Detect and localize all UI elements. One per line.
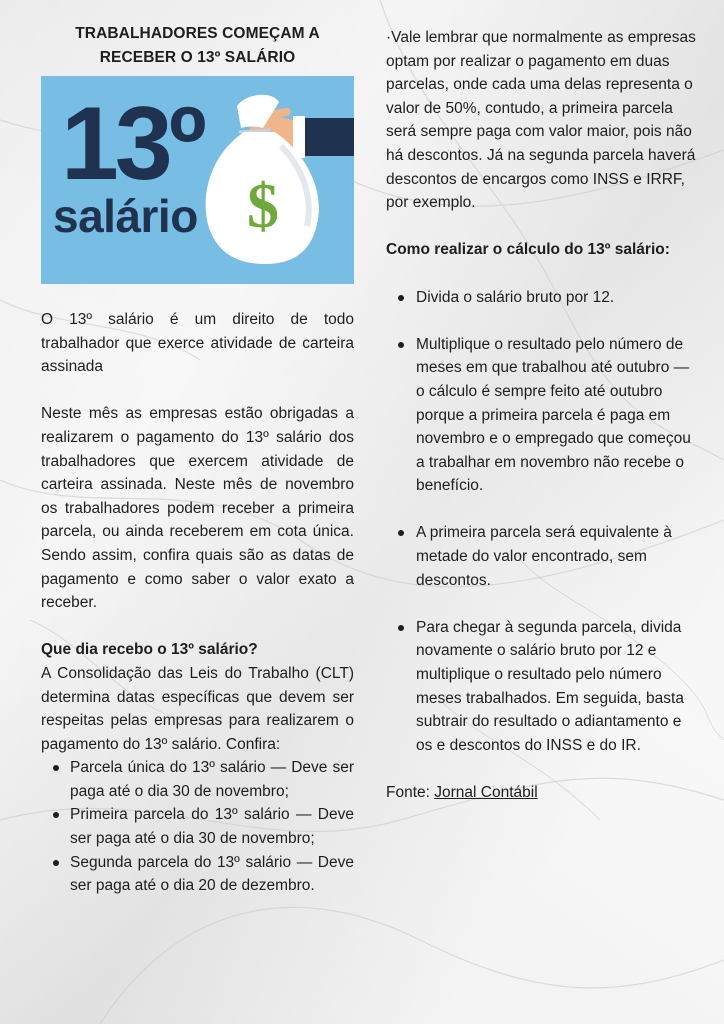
list-item: A primeira parcela será equivalente à metade do valor encontrado, sem descontos. <box>416 521 699 592</box>
payment-dates-list <box>41 756 354 898</box>
source-link[interactable]: Jornal Contábil <box>434 784 538 801</box>
list-item: Para chegar à segunda parcela, divida novamente o salário bruto por 12 e multiplique o resultado pelo número meses trabalhados. Em seguida, basta subtrair do resultado o adiantamento e os e descontos do INSS e do IR. <box>416 616 699 758</box>
list-item: Divida o salário bruto por 12. <box>416 286 699 310</box>
money-bag-hand-icon <box>41 76 354 284</box>
intro-paragraph: O 13º salário é um direito de todo trabalhador que exerce atividade de carteira assinada <box>41 311 354 376</box>
clt-paragraph: A Consolidação das Leis do Trabalho (CLT) determina datas específicas que devem ser respeitas pelas empresas para realizarem o pagamento do 13º salário. Confira: <box>41 664 354 753</box>
list-item: Parcela única do 13º salário — Deve ser paga até o dia 30 de novembro; <box>70 756 354 803</box>
context-paragraph: Neste mês as empresas estão obrigadas a realizarem o pagamento do 13º salário dos trabalhadores que exercem atividade de carteira assinada. Neste mês de novembro os trabalhadores podem receber a primeira parcela, ou ainda receberem em cota única. Sendo assim, confira quais são as datas de pagamento e como saber o valor exato a receber. <box>41 405 354 612</box>
banner-word: salário <box>53 190 198 242</box>
source-label: Fonte: <box>386 784 430 801</box>
installments-paragraph: ·Vale lembrar que normalmente as empresas optam por realizar o pagamento em duas parcelas, onde cada uma delas representa o valor de 50%, contudo, a primeira parcela será sempre paga com valor maior, pois não há descontos. Já na segunda parcela haverá descontos de encargos como INSS e IRRF, por exemplo. <box>386 29 696 212</box>
left-column <box>41 22 354 898</box>
payment-dates-heading: Que dia recebo o 13º salário? <box>41 641 258 659</box>
calculation-steps-list <box>386 286 699 758</box>
page-title: TRABALHADORES COMEÇAM A RECEBER O 13º SALÁRIO <box>75 25 320 66</box>
list-item: Multiplique o resultado pelo número de meses em que trabalhou até outubro — o cálculo é sempre feito até outubro porque a primeira parcela é paga em novembro e o empregado que começou a trabalhar em novembro não recebe o benefício. <box>416 333 699 498</box>
calculation-heading: Como realizar o cálculo do 13º salário: <box>386 241 670 259</box>
list-item: Primeira parcela do 13º salário — Deve ser paga até o dia 30 de novembro; <box>70 803 354 850</box>
banner-number: 13º <box>61 86 203 202</box>
list-item: Segunda parcela do 13º salário — Deve ser paga até o dia 20 de dezembro. <box>70 851 354 898</box>
dollar-sign-icon: $ <box>247 170 279 241</box>
source-line <box>386 781 699 805</box>
13-salario-banner <box>41 76 354 284</box>
right-column <box>386 26 699 805</box>
